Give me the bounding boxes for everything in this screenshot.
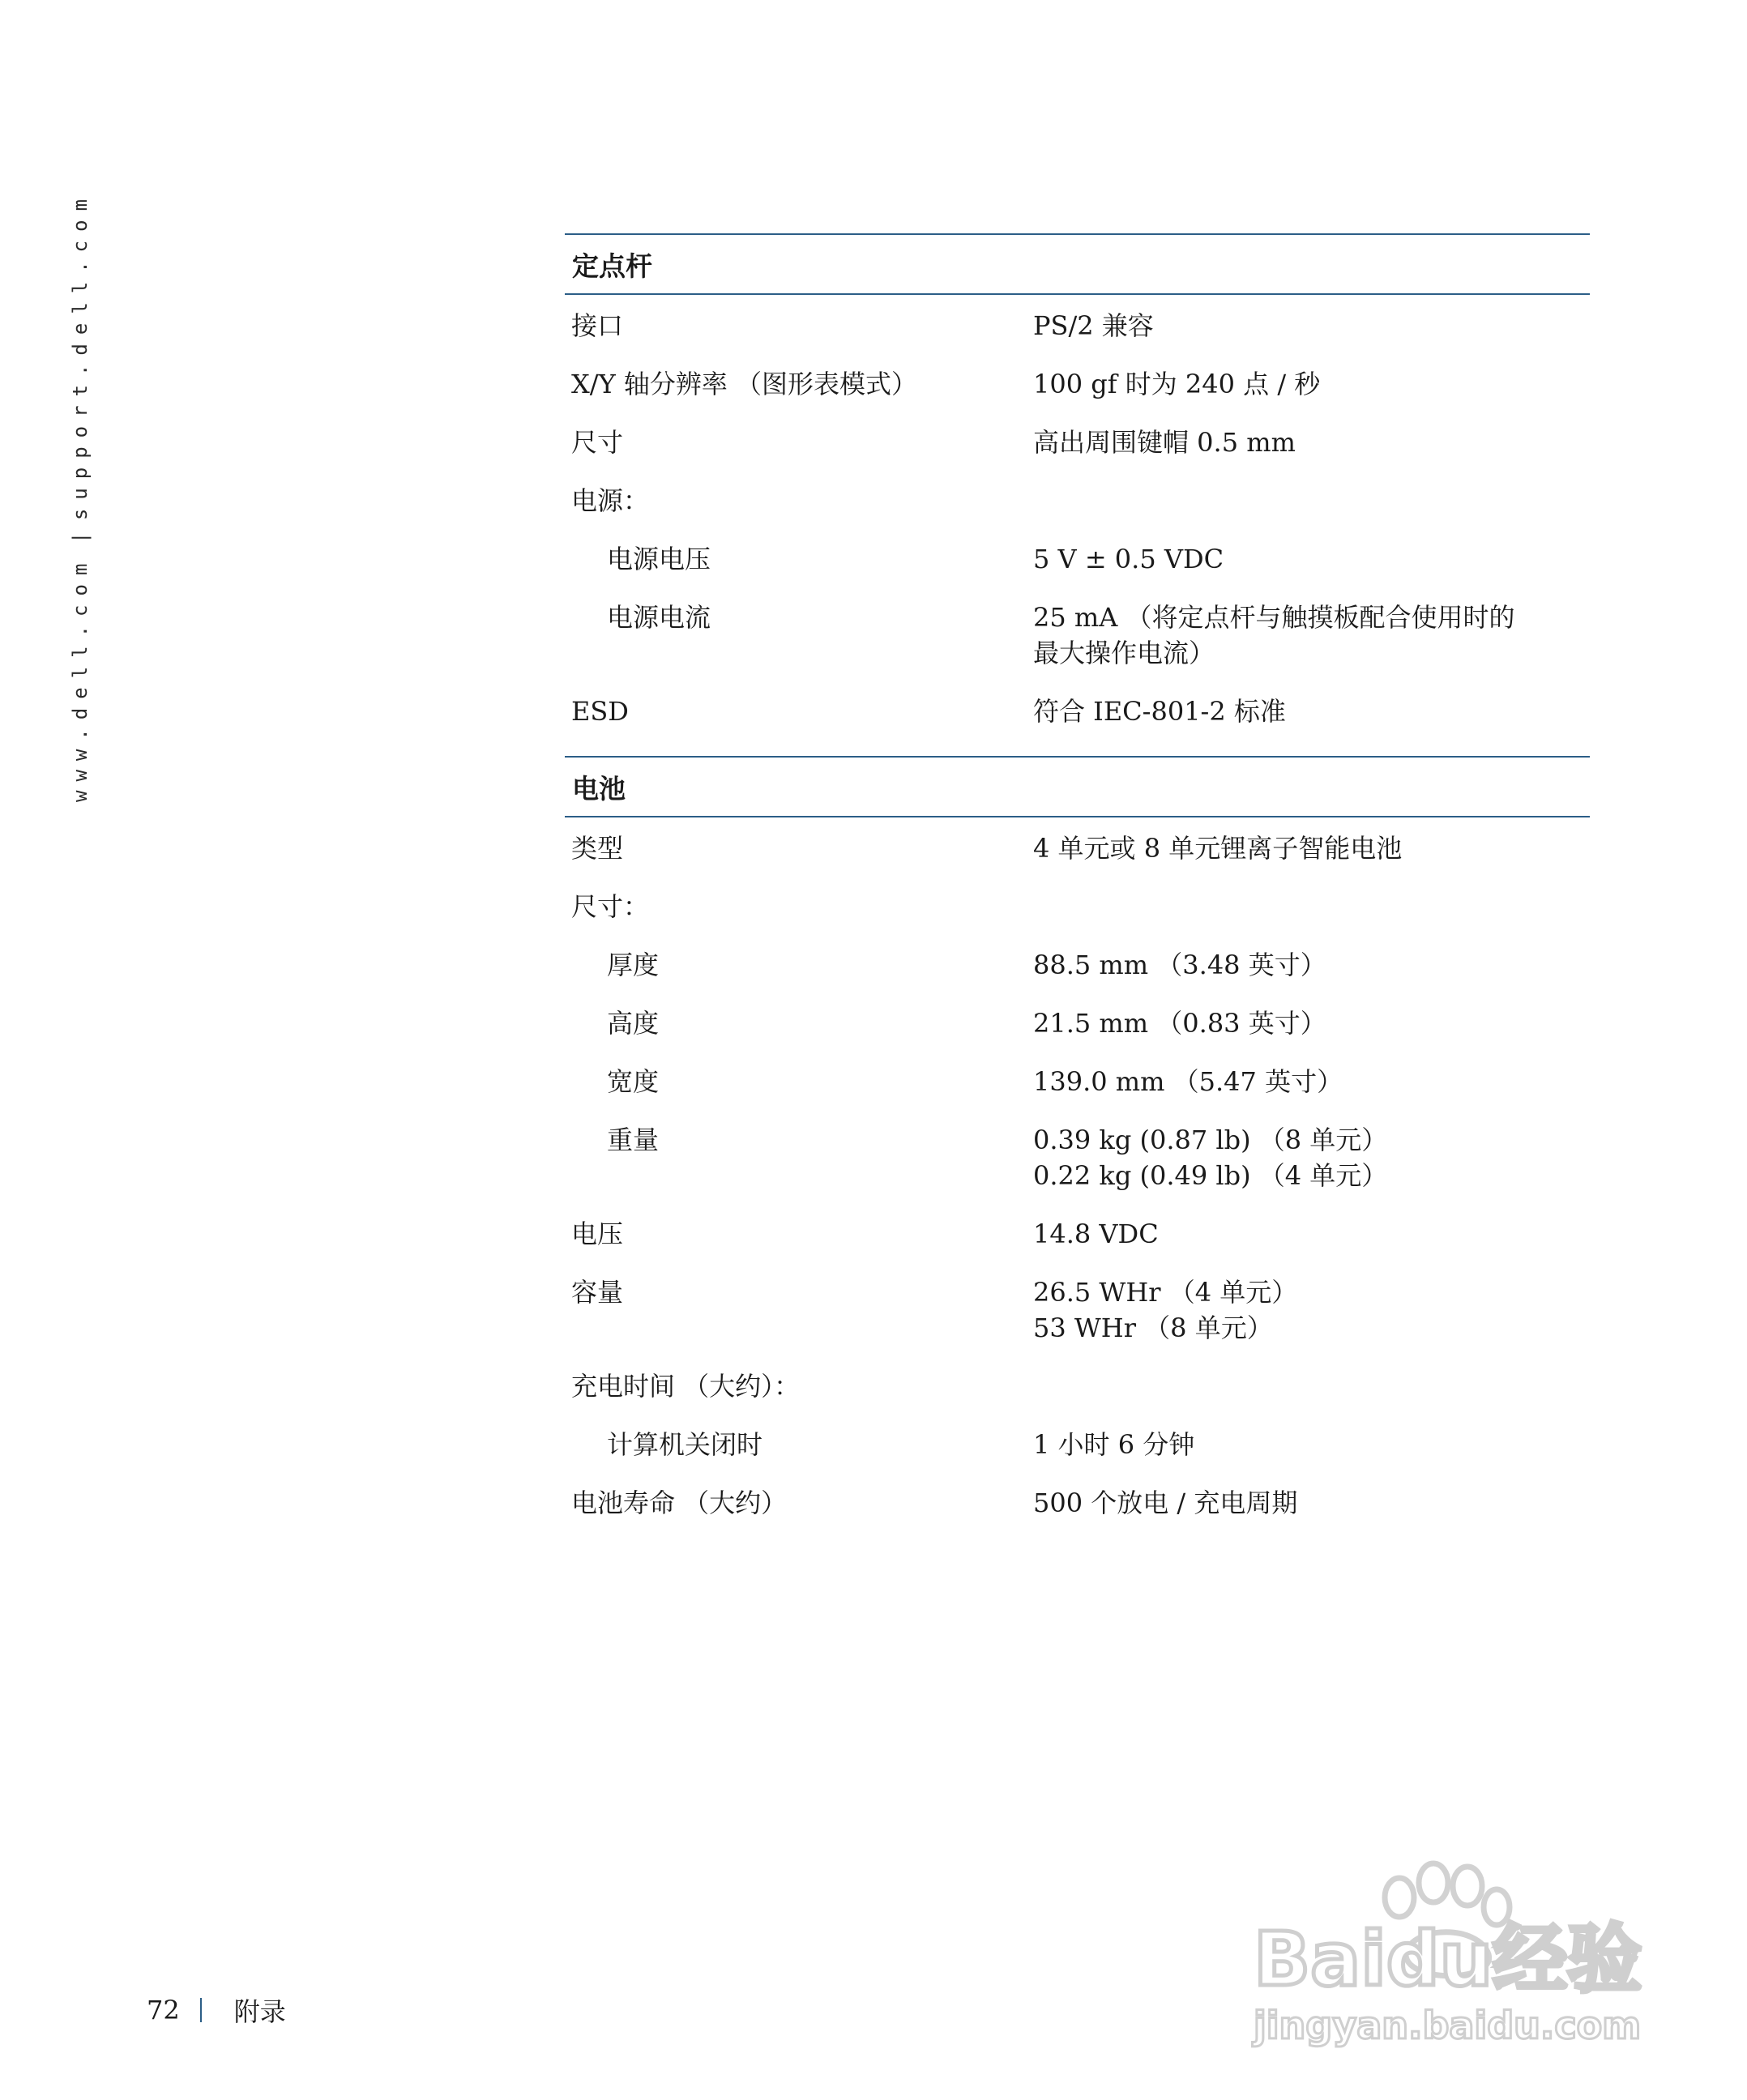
spec-row bbox=[565, 483, 1590, 519]
spec-label: 计算机关闭时 bbox=[607, 1429, 763, 1460]
spec-value: 100 gf 时为 240 点 / 秒 bbox=[1033, 369, 1321, 399]
spec-label: 厚度 bbox=[607, 950, 660, 980]
footer-divider bbox=[200, 1998, 202, 2022]
spec-value: 0.39 kg (0.87 lb) （8 单元） 0.22 kg (0.49 lb) （4 单元） bbox=[1033, 1125, 1388, 1191]
spec-row bbox=[565, 1005, 1590, 1041]
side-url-left: www.dell.com bbox=[69, 554, 92, 802]
spec-label: 尺寸： bbox=[571, 891, 650, 922]
spec-label: 类型 bbox=[571, 833, 624, 864]
side-url bbox=[62, 190, 99, 802]
spec-label: 高度 bbox=[607, 1008, 660, 1039]
side-url-separator: | bbox=[69, 531, 92, 544]
spec-row bbox=[565, 947, 1590, 983]
spec-label: X/Y 轴分辨率 （图形表模式） bbox=[571, 369, 918, 399]
spec-value: 500 个放电 / 充电周期 bbox=[1033, 1488, 1298, 1518]
spec-row bbox=[565, 1368, 1590, 1404]
spec-label: 尺寸 bbox=[571, 427, 624, 458]
spec-row bbox=[565, 1122, 1590, 1193]
spec-value: 5 V ± 0.5 VDC bbox=[1033, 544, 1224, 574]
spec-row bbox=[565, 1216, 1590, 1252]
spec-value bbox=[1033, 483, 1590, 519]
spec-value bbox=[1033, 889, 1590, 924]
spec-value: PS/2 兼容 bbox=[1033, 310, 1154, 341]
section-pointing-stick bbox=[565, 233, 1590, 729]
spec-row bbox=[565, 889, 1590, 924]
section-battery bbox=[565, 756, 1590, 1521]
spec-label: 电源电流 bbox=[607, 602, 711, 633]
paw-logo-icon bbox=[1244, 1847, 1665, 2050]
spec-row bbox=[565, 425, 1590, 460]
spec-row bbox=[565, 1064, 1590, 1099]
spec-row bbox=[565, 1274, 1590, 1346]
section-title: 电池 bbox=[572, 772, 626, 805]
spec-value: 88.5 mm （3.48 英寸） bbox=[1033, 950, 1326, 980]
spec-label: 电池寿命 （大约） bbox=[571, 1488, 788, 1518]
spec-value: 26.5 WHr （4 单元） 53 WHr （8 单元） bbox=[1033, 1277, 1298, 1343]
spec-label: 宽度 bbox=[607, 1066, 660, 1097]
spec-value: 符合 IEC-801-2 标准 bbox=[1033, 696, 1286, 727]
spec-value: 25 mA （将定点杆与触摸板配合使用时的 最大操作电流） bbox=[1033, 602, 1515, 668]
spec-row bbox=[565, 600, 1590, 671]
side-url-right: support.dell.com bbox=[69, 190, 92, 521]
footer-section-name: 附录 bbox=[233, 1996, 286, 2027]
spec-label: 容量 bbox=[571, 1277, 624, 1308]
watermark-brand: Baidu经验 bbox=[1254, 1916, 1642, 2003]
spec-row bbox=[565, 694, 1590, 729]
section-header bbox=[565, 233, 1590, 295]
spec-label: 电源电压 bbox=[607, 544, 711, 574]
spec-row bbox=[565, 308, 1590, 344]
spec-label: 接口 bbox=[571, 310, 624, 341]
baidu-watermark bbox=[1244, 1847, 1665, 2050]
section-title: 定点杆 bbox=[572, 250, 652, 282]
spec-rows bbox=[565, 295, 1590, 729]
spec-value: 21.5 mm （0.83 英寸） bbox=[1033, 1008, 1326, 1039]
spec-value: 14.8 VDC bbox=[1033, 1219, 1159, 1249]
spec-row bbox=[565, 1427, 1590, 1462]
spec-value: 4 单元或 8 单元锂离子智能电池 bbox=[1033, 833, 1403, 864]
spec-label: 充电时间 （大约）： bbox=[571, 1371, 801, 1402]
page-footer bbox=[147, 1991, 286, 2029]
spec-label: ESD bbox=[571, 696, 629, 727]
spec-value bbox=[1033, 1368, 1590, 1404]
spec-label: 电源： bbox=[571, 485, 650, 516]
spec-label: 电压 bbox=[571, 1219, 624, 1249]
spec-value: 139.0 mm （5.47 英寸） bbox=[1033, 1066, 1343, 1097]
spec-label: 重量 bbox=[607, 1125, 660, 1155]
spec-row bbox=[565, 366, 1590, 402]
spec-value: 高出周围键帽 0.5 mm bbox=[1033, 427, 1296, 458]
spec-row bbox=[565, 1485, 1590, 1521]
page-number: 72 bbox=[147, 1995, 180, 2025]
spec-row bbox=[565, 830, 1590, 866]
spec-value: 1 小时 6 分钟 bbox=[1033, 1429, 1195, 1460]
spec-rows bbox=[565, 817, 1590, 1521]
spec-row bbox=[565, 541, 1590, 577]
section-header bbox=[565, 756, 1590, 817]
watermark-url: jingyan.baidu.com bbox=[1254, 2004, 1642, 2047]
spec-content bbox=[565, 233, 1590, 1543]
